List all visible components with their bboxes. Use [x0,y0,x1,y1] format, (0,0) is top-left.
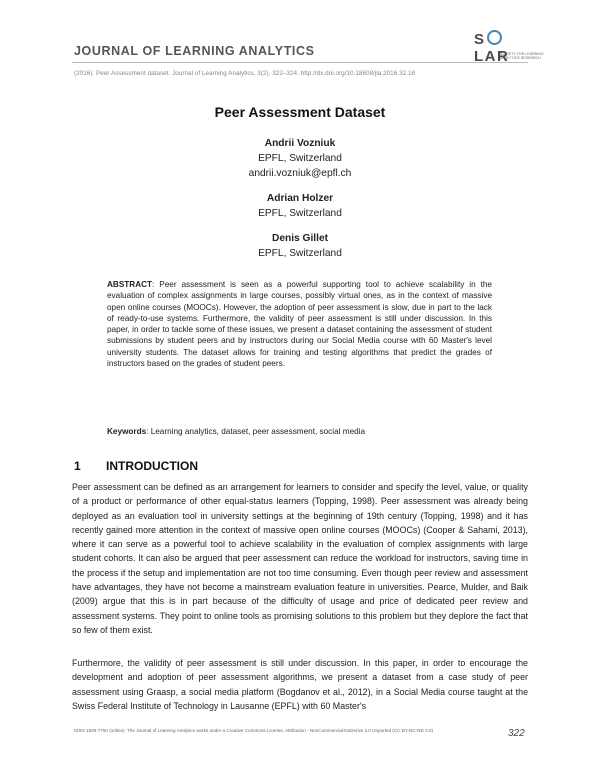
keywords-label: Keywords [107,427,147,436]
logo-wordmark: SLAR [474,31,510,65]
logo-ring-icon [487,30,502,45]
author-email[interactable]: andrii.vozniuk@epfl.ch [248,168,352,179]
journal-name: JOURNAL OF LEARNING ANALYTICS [74,44,315,58]
author-name: Andrii Vozniuk [264,138,336,149]
body-paragraph: Peer assessment can be defined as an arrangement for learners to consider and specify the level, value, or quality of a product or performance of other equal-status learners (Topping, 1998). Peer assessment was already being deployed as an evaluation tool in university settings at the beginning of 19th century (Topping, 1998) and it has recently gained more attention in the context of massive open online courses (MOOCs) (Cooper & Sahami, 2013), where it can serve as a powerful tool to achieve scalability in the evaluation of complex assignments with large student cohorts. It can also be argued that peer assessment can reduce the workload for instructors, saving time in the process if the setup and implementation are not too time consuming. Even though peer review and assessment have advantages, they have not become a mainstream evaluation feature in universities. Pearce, Mulder, and Baik (2009) argue that this is in part because of the difficulty of usage and price of dedicated peer review and assessment systems. They point to online tools as promising solutions to this problem but they deplore the fact that so few of them exist. [72,482,528,635]
author-name: Adrian Holzer [266,193,334,204]
header-divider [72,62,528,63]
body-paragraph: Furthermore, the validity of peer assessment is still under discussion. In this paper, in order to encourage the development and adoption of peer assessment algorithms, we present a dataset from a case study of peer assessment using Graasp, a social media platform (Bogdanov et al., 2012), in a Social Media course taught at the Swiss Federal Institute of Technology in Lausanne (EPFL) with 60 Master's [72,658,528,711]
section-number: 1 [74,459,81,473]
paper-title: Peer Assessment Dataset [214,104,386,120]
author-affiliation: EPFL, Switzerland [258,153,342,164]
license-footer: ISSN 1929-7750 (online). The Journal of Learning Analytics works under a Creative Commons License, Attribution - NonCommercial-NoDerivs 3.0 Unported (CC BY-NC-ND 3.0) [74,728,433,733]
logo-subtitle-line: SOCIETY FOR LEARNING [500,52,544,56]
solar-logo [470,26,544,65]
logo-subtitle-line: ANALYTICS RESEARCH [500,56,541,60]
citation-line: (2016). Peer Assessment dataset. Journal of Learning Analytics, 3(2), 322–324. http://dx.doi.org/10.18608/jla.2016.32.18 [74,70,416,77]
author-affiliation: EPFL, Switzerland [258,208,342,219]
author-affiliation: EPFL, Switzerland [258,248,342,259]
page-number: 322 [508,728,525,739]
keywords [107,427,492,436]
abstract-label: ABSTRACT [107,280,153,289]
abstract-text: : Peer assessment is seen as a powerful supporting tool to achieve scalability in the evaluation of complex assignments in large courses, possibly virtual ones, as in the context of massive open online courses (MOOCs). However, the adoption of peer assessment is slow, due in part to the lack of ready-to-use systems. Furthermore, the validity of peer assessment is still under discussion. In this paper, in order to tackle some of these issues, we present a dataset containing the assessment of student submissions by student peers and by instructors during our Social Media course with 60 Master's level university students. The dataset allows for training and testing algorithms that predict the grades of instructors based on the grades of student peers. [107,280,492,369]
keywords-text: : Learning analytics, dataset, peer assessment, social media [146,427,366,436]
abstract [107,279,492,369]
section-title: INTRODUCTION [106,459,198,473]
author-name: Denis Gillet [271,233,329,244]
